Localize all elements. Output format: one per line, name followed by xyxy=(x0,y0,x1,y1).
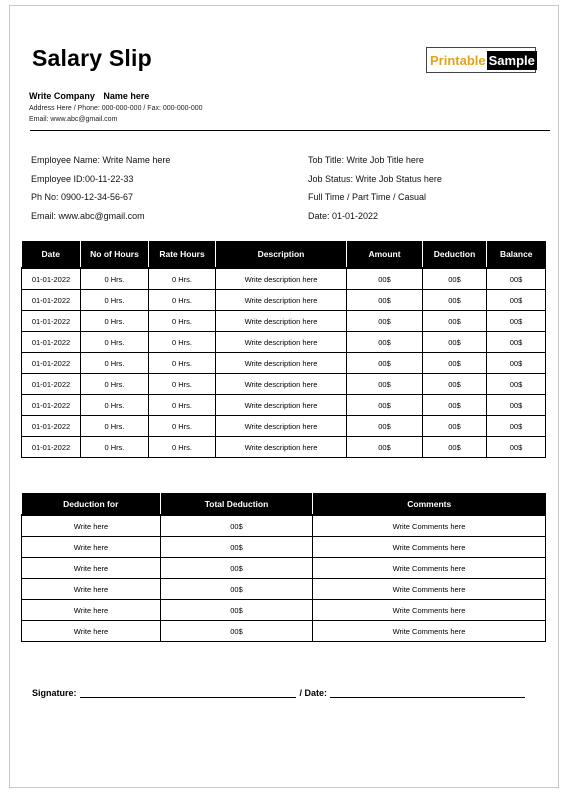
column-header: Deduction xyxy=(423,241,487,268)
table-cell: 00$ xyxy=(161,579,313,600)
table-row xyxy=(22,374,546,395)
table-cell: 0 Hrs. xyxy=(149,311,216,332)
table-cell: 00$ xyxy=(347,416,423,437)
table-cell: 0 Hrs. xyxy=(81,353,149,374)
printable-sample-logo xyxy=(426,47,536,73)
table-row xyxy=(22,437,546,458)
column-header: Description xyxy=(216,241,347,268)
table-row xyxy=(22,537,546,558)
logo-part-sample: Sample xyxy=(488,52,535,68)
table-cell: Write description here xyxy=(216,416,347,437)
header-divider xyxy=(30,130,550,131)
table-cell: 00$ xyxy=(161,537,313,558)
employee-email: Email: www.abc@gmail.com xyxy=(31,211,145,221)
table-cell: Write here xyxy=(22,558,161,579)
table-cell: 0 Hrs. xyxy=(149,374,216,395)
table-cell: 0 Hrs. xyxy=(149,268,216,290)
table-cell: 00$ xyxy=(347,353,423,374)
company-email: Email: www.abc@gmail.com xyxy=(29,116,118,123)
table-cell: 00$ xyxy=(423,290,487,311)
table-cell: 00$ xyxy=(487,374,546,395)
date-label: / Date: xyxy=(299,688,328,698)
table-row xyxy=(22,395,546,416)
table-cell: 00$ xyxy=(347,311,423,332)
table-cell: 0 Hrs. xyxy=(81,395,149,416)
column-header: Rate Hours xyxy=(149,241,216,268)
table-cell: 0 Hrs. xyxy=(81,332,149,353)
table-row xyxy=(22,579,546,600)
column-header: No of Hours xyxy=(81,241,149,268)
table-row xyxy=(22,600,546,621)
table-cell: 01-01-2022 xyxy=(22,353,81,374)
table-cell: 01-01-2022 xyxy=(22,268,81,290)
table-cell: Write description here xyxy=(216,290,347,311)
table-cell: 00$ xyxy=(423,268,487,290)
table-cell: Write description here xyxy=(216,353,347,374)
signature-label: Signature: xyxy=(32,688,77,698)
table-cell: Write Comments here xyxy=(313,579,546,600)
table-cell: Write Comments here xyxy=(313,558,546,579)
column-header: Deduction for xyxy=(22,493,161,515)
table-cell: 0 Hrs. xyxy=(149,437,216,458)
table-cell: 01-01-2022 xyxy=(22,395,81,416)
column-header: Comments xyxy=(313,493,546,515)
table-cell: 0 Hrs. xyxy=(149,395,216,416)
table-cell: 00$ xyxy=(423,437,487,458)
table-cell: 01-01-2022 xyxy=(22,311,81,332)
table-cell: 0 Hrs. xyxy=(81,268,149,290)
table-row xyxy=(22,558,546,579)
table-cell: Write description here xyxy=(216,374,347,395)
table-cell: 00$ xyxy=(487,268,546,290)
table-cell: Write Comments here xyxy=(313,537,546,558)
table-cell: Write here xyxy=(22,515,161,537)
table-cell: Write description here xyxy=(216,395,347,416)
table-cell: 00$ xyxy=(161,621,313,642)
table-cell: 0 Hrs. xyxy=(149,290,216,311)
table-row xyxy=(22,353,546,374)
table-cell: 00$ xyxy=(487,416,546,437)
table-cell: 00$ xyxy=(423,311,487,332)
job-status: Job Status: Write Job Status here xyxy=(308,174,442,184)
employee-id: Employee ID:00-11-22-33 xyxy=(31,174,134,184)
employment-type: Full Time / Part Time / Casual xyxy=(308,192,427,202)
table-cell: 0 Hrs. xyxy=(149,416,216,437)
table-cell: 00$ xyxy=(347,395,423,416)
table-cell: Write description here xyxy=(216,311,347,332)
table-cell: 00$ xyxy=(423,374,487,395)
table-cell: Write description here xyxy=(216,332,347,353)
date-field[interactable] xyxy=(330,687,525,698)
table-cell: 00$ xyxy=(487,290,546,311)
table-cell: 00$ xyxy=(347,268,423,290)
table-row xyxy=(22,332,546,353)
table-cell: 00$ xyxy=(347,374,423,395)
table-cell: Write here xyxy=(22,621,161,642)
company-address: Address Here / Phone: 000-000-000 / Fax: 000-000-000 xyxy=(29,105,203,112)
table-cell: 00$ xyxy=(347,437,423,458)
table-cell: Write description here xyxy=(216,437,347,458)
table-cell: Write Comments here xyxy=(313,621,546,642)
logo-part-printable: Printable xyxy=(430,52,486,68)
slip-date: Date: 01-01-2022 xyxy=(308,211,379,221)
table-cell: Write Comments here xyxy=(313,515,546,537)
company-label: Write Company xyxy=(29,91,95,101)
table-cell: 00$ xyxy=(487,395,546,416)
table-cell: 00$ xyxy=(487,353,546,374)
table-cell: 01-01-2022 xyxy=(22,374,81,395)
table-row xyxy=(22,416,546,437)
signature-line xyxy=(32,687,525,698)
table-cell: 00$ xyxy=(487,332,546,353)
table-cell: 01-01-2022 xyxy=(22,416,81,437)
table-cell: 00$ xyxy=(487,437,546,458)
job-title: Tob Title: Write Job Title here xyxy=(308,155,424,165)
table-row xyxy=(22,268,546,290)
company-line xyxy=(29,91,149,101)
table-row xyxy=(22,290,546,311)
table-cell: 0 Hrs. xyxy=(81,290,149,311)
table-cell: 00$ xyxy=(161,600,313,621)
table-row xyxy=(22,515,546,537)
table-cell: 01-01-2022 xyxy=(22,332,81,353)
table-cell: 01-01-2022 xyxy=(22,290,81,311)
column-header: Balance xyxy=(487,241,546,268)
table-cell: 0 Hrs. xyxy=(81,374,149,395)
table-cell: 01-01-2022 xyxy=(22,437,81,458)
table-cell: Write here xyxy=(22,579,161,600)
table-cell: 00$ xyxy=(161,515,313,537)
table-row xyxy=(22,311,546,332)
table-cell: Write description here xyxy=(216,268,347,290)
table-cell: 00$ xyxy=(423,332,487,353)
column-header: Total Deduction xyxy=(161,493,313,515)
table-cell: Write here xyxy=(22,600,161,621)
table-cell: Write here xyxy=(22,537,161,558)
table-cell: 0 Hrs. xyxy=(81,416,149,437)
signature-field[interactable] xyxy=(80,687,296,698)
table-cell: 00$ xyxy=(423,395,487,416)
salary-table xyxy=(21,241,546,458)
table-cell: 0 Hrs. xyxy=(81,437,149,458)
table-cell: 00$ xyxy=(161,558,313,579)
table-cell: 0 Hrs. xyxy=(149,332,216,353)
page-title: Salary Slip xyxy=(32,45,152,71)
table-cell: 00$ xyxy=(347,290,423,311)
table-cell: 00$ xyxy=(487,311,546,332)
table-cell: 0 Hrs. xyxy=(81,311,149,332)
employee-name: Employee Name: Write Name here xyxy=(31,155,171,165)
company-name: Name here xyxy=(103,91,150,101)
table-cell: 0 Hrs. xyxy=(149,353,216,374)
employee-phone: Ph No: 0900-12-34-56-67 xyxy=(31,192,134,202)
table-cell: 00$ xyxy=(423,353,487,374)
table-row xyxy=(22,621,546,642)
column-header: Date xyxy=(22,241,81,268)
table-cell: 00$ xyxy=(423,416,487,437)
table-cell: 00$ xyxy=(347,332,423,353)
deduction-table xyxy=(21,493,546,642)
column-header: Amount xyxy=(347,241,423,268)
table-cell: Write Comments here xyxy=(313,600,546,621)
